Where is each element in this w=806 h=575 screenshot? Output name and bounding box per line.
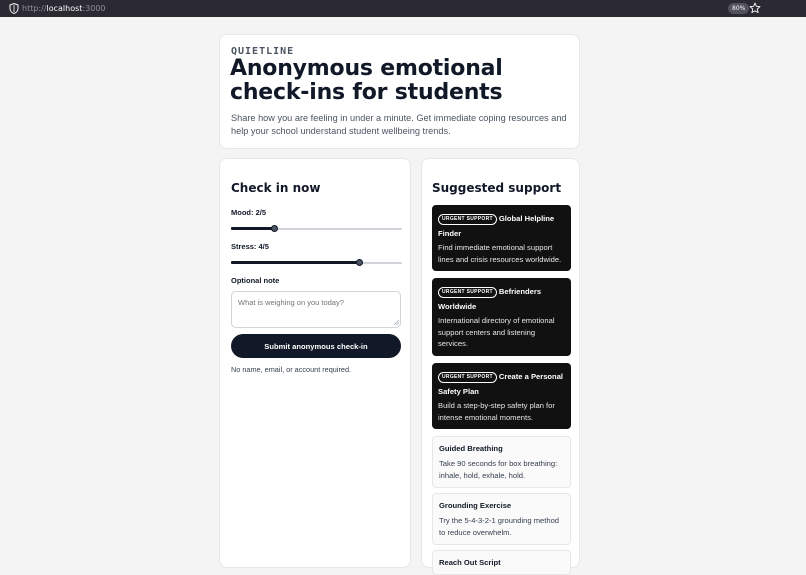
privacy-note: No name, email, or account required. (231, 365, 352, 374)
url-host: localhost (46, 4, 83, 13)
resource-description: International directory of emotional support centers and listening services. (438, 316, 555, 348)
resource-card-grounding[interactable] (432, 493, 571, 545)
note-label: Optional note (231, 276, 280, 285)
resource-card-befrienders[interactable] (432, 278, 571, 356)
resource-card-reach-out[interactable] (432, 550, 571, 575)
resource-title: Guided Breathing (439, 444, 503, 453)
checkin-card (219, 158, 411, 568)
stress-label: Stress: 4/5 (231, 242, 269, 251)
address-bar[interactable] (22, 2, 106, 15)
resource-title: Grounding Exercise (439, 501, 512, 510)
shield-icon[interactable] (9, 3, 19, 14)
resource-card-guided-breathing[interactable] (432, 436, 571, 488)
urgent-badge: URGENT SUPPORT (438, 287, 497, 298)
stress-slider[interactable] (231, 259, 402, 267)
resource-title-text: Create a Personal Safety Plan (438, 372, 564, 396)
resource-title (438, 369, 565, 399)
url-port: :3000 (82, 4, 106, 13)
resource-title (438, 211, 565, 241)
hero-card (219, 34, 580, 149)
resource-title (438, 284, 565, 314)
hero-description: Share how you are feeling in under a minute. Get immediate coping resources and help your school understand student wellbeing trends. (231, 113, 567, 136)
resource-title: Reach Out Script (439, 558, 501, 567)
zoom-badge[interactable]: 80% (728, 3, 749, 14)
submit-checkin-button[interactable]: Submit anonymous check-in (231, 334, 401, 358)
mood-slider[interactable] (231, 225, 402, 233)
resource-description: Take 90 seconds for box breathing: inhale, hold, exhale, hold. (439, 459, 558, 480)
mood-slider-fill (231, 227, 274, 230)
bookmark-star-icon[interactable] (749, 2, 761, 14)
browser-toolbar (0, 0, 806, 17)
support-title: Suggested support (432, 181, 562, 195)
resource-description: Find immediate emotional support lines and crisis resources worldwide. (438, 243, 562, 264)
urgent-badge: URGENT SUPPORT (438, 372, 497, 383)
resource-card-global-helpline[interactable] (432, 205, 571, 271)
stress-slider-thumb[interactable] (356, 259, 363, 266)
mood-slider-thumb[interactable] (271, 225, 278, 232)
mood-label: Mood: 2/5 (231, 208, 266, 217)
page-title: Anonymous emotional check-ins for students (230, 56, 503, 105)
resource-description: Build a step-by-step safety plan for intense emotional moments. (438, 401, 555, 422)
resource-card-safety-plan[interactable] (432, 363, 571, 429)
url-scheme: http:// (22, 4, 47, 13)
urgent-badge: URGENT SUPPORT (438, 214, 497, 225)
resource-title-text: Befrienders Worldwide (438, 287, 542, 311)
checkin-title: Check in now (231, 181, 321, 195)
resource-title-text: Global Helpline Finder (438, 214, 555, 238)
brand-label: QUIETLINE (231, 46, 295, 57)
resource-description: Try the 5-4-3-2-1 grounding method to reduce overwhelm. (439, 516, 560, 537)
note-textarea[interactable] (231, 291, 401, 328)
stress-slider-fill (231, 261, 359, 264)
resize-grip-icon[interactable] (394, 320, 399, 325)
support-card (421, 158, 580, 568)
